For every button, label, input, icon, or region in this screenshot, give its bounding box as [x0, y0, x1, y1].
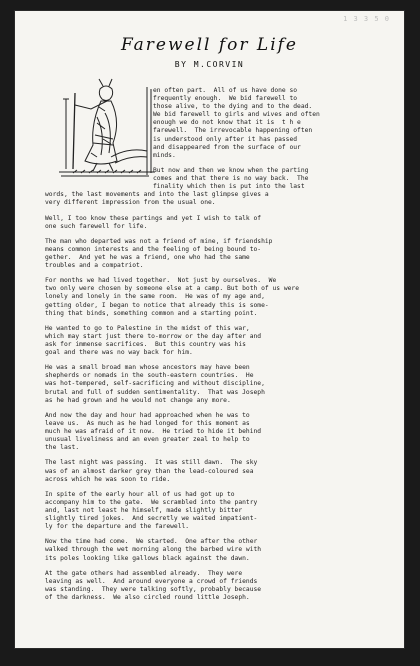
text-line: those alive, to the dying and to the dead.	[153, 103, 313, 111]
text-line: frequently enough. We bid farewell to	[153, 95, 298, 103]
text-line: leaving as well. And around everyone a crowd of friends	[45, 577, 258, 585]
text-line: Well, I too know these partings and yet I wish to talk of	[45, 214, 262, 222]
corner-number: 1 3 3 5 0	[343, 15, 390, 23]
text-line: two only were chosen by someone else at a camp. But both of us were	[45, 285, 300, 293]
text-line: thing that binds, something common and a starting point.	[45, 309, 258, 317]
text-line: of the darkness. We also circled round little Joseph.	[45, 594, 250, 601]
paragraph	[45, 459, 387, 483]
text-line: the last.	[45, 444, 80, 452]
text-line: very different impression from the usual one.	[45, 199, 216, 207]
text-line: and disappeared from the surface of our	[153, 143, 301, 151]
text-line: and, last not least he himself, made slightly bitter	[45, 506, 243, 514]
text-line: as he had grown and he would not change any more.	[45, 396, 231, 404]
text-line: He wanted to go to Palestine in the midst of this war,	[45, 324, 250, 332]
paragraph	[45, 364, 387, 404]
text-line: And now the day and hour had approached when he was to	[45, 411, 250, 419]
text-line: finality which then is put into the last	[153, 183, 305, 191]
text-line: farewell. The irrevocable happening often	[153, 127, 313, 135]
text-line: In spite of the early hour all of us had got up to	[45, 490, 235, 498]
text-line: much he was afraid of it now. He tried to hide it behind	[45, 428, 262, 436]
text-line: one such farewell for life.	[45, 222, 148, 230]
text-line: But now and then we know when the parting	[153, 166, 309, 174]
text-line: leave us. As much as he had longed for this moment as	[45, 419, 250, 427]
text-line: was standing. They were talking softly, probably because	[45, 585, 262, 593]
text-line: shepherds or nomads in the south-eastern countries. He	[45, 372, 254, 380]
text-line: The man who departed was not a friend of mine, if friendship	[45, 237, 273, 245]
text-line: Now the time had come. We started. One after the other	[45, 538, 258, 546]
text-line: accompany him to the gate. We scrambled into the pantry	[45, 498, 258, 506]
text-line: was of an almost darker grey than the lead-coloured sea	[45, 467, 254, 475]
text-line: en often part. All of us have done so	[153, 87, 298, 94]
text-line: enough we do not know that it is t h e	[153, 119, 301, 127]
paragraph	[45, 277, 387, 317]
text-line: troubles and a compatriot.	[45, 262, 144, 270]
text-line: gether. And yet he was a friend, one who had the same	[45, 253, 250, 261]
paragraph	[45, 215, 387, 231]
text-line: lonely and lonely in the same room. He was of my age and,	[45, 293, 265, 301]
typed-page	[15, 11, 404, 648]
paragraph	[45, 538, 387, 562]
text-line: unusual liveliness and an even greater zeal to help to	[45, 436, 250, 444]
text-line: words, the last movements and into the last glimpse gives a	[45, 191, 269, 199]
text-line: ask for immense sacrifices. But this country was his	[45, 341, 246, 348]
paragraph	[45, 167, 387, 207]
article-body	[45, 87, 387, 609]
text-line: At the gate others had assembled already. They were	[45, 569, 243, 577]
paragraph	[45, 238, 387, 270]
text-line: comes and that there is no way back. The	[153, 175, 309, 183]
text-line: slightly tired jokes. And secretly we waited impatient-	[45, 515, 258, 523]
text-line: brutal and full of sudden sentimentality. That was Joseph	[45, 388, 265, 396]
text-line: which may start just there to-morrow or the day after and	[45, 332, 262, 340]
paragraph	[45, 325, 387, 357]
text-line: He was a small broad man whose ancestors may have been	[45, 364, 250, 372]
text-line: We bid farewell to girls and wives and often	[153, 111, 320, 119]
page-title: Farewell for Life	[121, 35, 298, 55]
text-line: ly for the departure and the farewell.	[45, 523, 190, 531]
paragraph	[45, 491, 387, 531]
byline: BY M.CORVIN	[174, 60, 245, 69]
text-line: For months we had lived together. Not just by ourselves. We	[45, 277, 277, 285]
paragraph	[45, 87, 387, 160]
text-line: across which he was soon to ride.	[45, 475, 171, 483]
text-line: was hot-tempered, self-sacrificing and without discipline,	[45, 380, 265, 388]
text-line: getting older, I began to notice that already this is some-	[45, 301, 269, 309]
text-line: goal and there was no way back for him.	[45, 349, 193, 357]
text-line: The last night was passing. It was still dawn. The sky	[45, 459, 258, 467]
text-line: walked through the wet morning along the barbed wire with	[45, 546, 262, 554]
paragraph	[45, 412, 387, 452]
text-line: its poles looking like gallows black against the dawn.	[45, 554, 250, 562]
paragraph	[45, 570, 387, 602]
text-line: means common interests and the feeling of being bound to-	[45, 245, 262, 253]
text-line: minds.	[153, 151, 176, 159]
text-line: is understood only after it has passed	[153, 135, 298, 143]
